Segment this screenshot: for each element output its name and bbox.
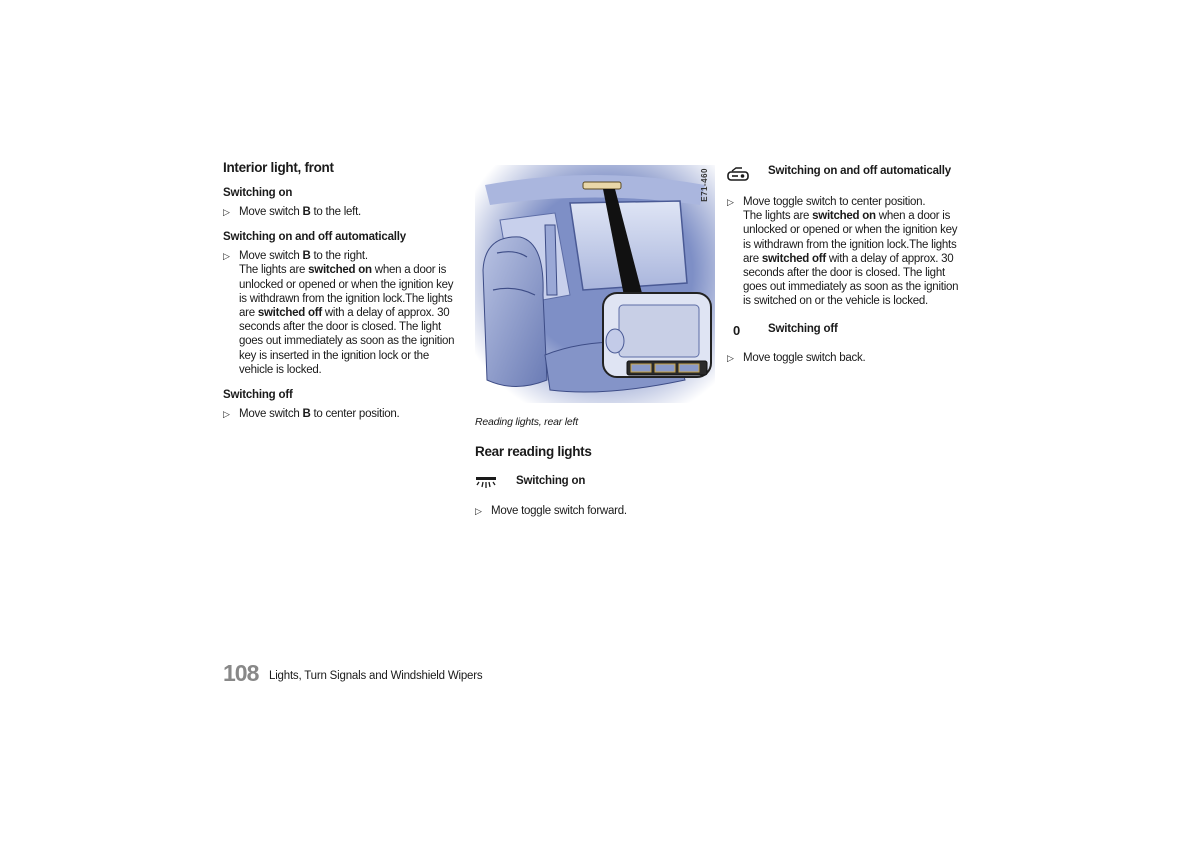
step-switch-off: ▷ Move switch B to center position. [223,408,400,421]
bullet-triangle-icon: ▷ [727,197,734,207]
heading-row-off [727,323,967,341]
switch-button [655,364,675,372]
switch-button [679,364,699,372]
heading-row-on [475,475,715,493]
column-rear-light [475,416,715,518]
step-rear-auto: ▷ Move toggle switch to center position. The lights are switched on when a door is unlocked or opened or when the ignition key is withdrawn from the ignition lock.The lights are switched off with a delay of approx. 30 seconds after the door is closed. The light goes out immediately as soon as the ignition is switched on or the vehicle is locked. [727,196,959,308]
rear-reading-light-illustration [475,165,715,403]
column-front-light [223,160,463,421]
reading-light-fixture [583,182,621,189]
section-title-front: Interior light, front [223,160,334,175]
column-rear-light-continued [727,165,967,365]
door-light-auto-icon [727,167,749,181]
handle [606,329,624,353]
off-symbol: 0 [733,322,741,338]
step-auto: ▷ Move switch B to the right. The lights are switched on when a door is unlocked or opened or when the ignition key is withdrawn from the ignition lock.The lights are switched off with a delay of approx. 30 seconds after the door is closed. The light goes out immediately as soon as the ignition key is inserted in the ignition lock or the vehicle is locked. [223,250,455,376]
heading-switching-off: Switching off [223,389,293,402]
heading-rear-auto: Switching on and off automatically [768,165,951,177]
chapter-title: Lights, Turn Signals and Windshield Wipers [269,670,483,682]
heading-row-auto [727,165,967,183]
bullet-triangle-icon: ▷ [223,207,230,217]
heading-rear-switching-on: Switching on [516,475,586,487]
bullet-triangle-icon: ▷ [727,352,734,363]
light-on-icon [475,476,497,490]
light-lens [619,305,699,357]
bullet-triangle-icon: ▷ [475,506,482,516]
step-rear-off: ▷ Move toggle switch back. [727,351,866,364]
page-number: 108 [223,660,259,686]
heading-auto: Switching on and off automatically [223,231,406,244]
figure-code: E71-460 [700,168,709,202]
section-title-rear: Rear reading lights [475,444,592,459]
heading-switching-on: Switching on [223,187,293,199]
seatbelt [545,225,557,295]
bullet-triangle-icon: ▷ [223,409,230,420]
heading-rear-switching-off: Switching off [768,322,838,335]
figure-caption: Reading lights, rear left [475,416,578,428]
bullet-triangle-icon: ▷ [223,251,230,262]
step-switch-on: ▷ Move switch B to the left. [223,206,361,218]
seat-backrest [483,237,547,387]
switch-button [631,364,651,372]
page-footer [223,660,483,687]
step-rear-on: ▷ Move toggle switch forward. [475,505,627,517]
